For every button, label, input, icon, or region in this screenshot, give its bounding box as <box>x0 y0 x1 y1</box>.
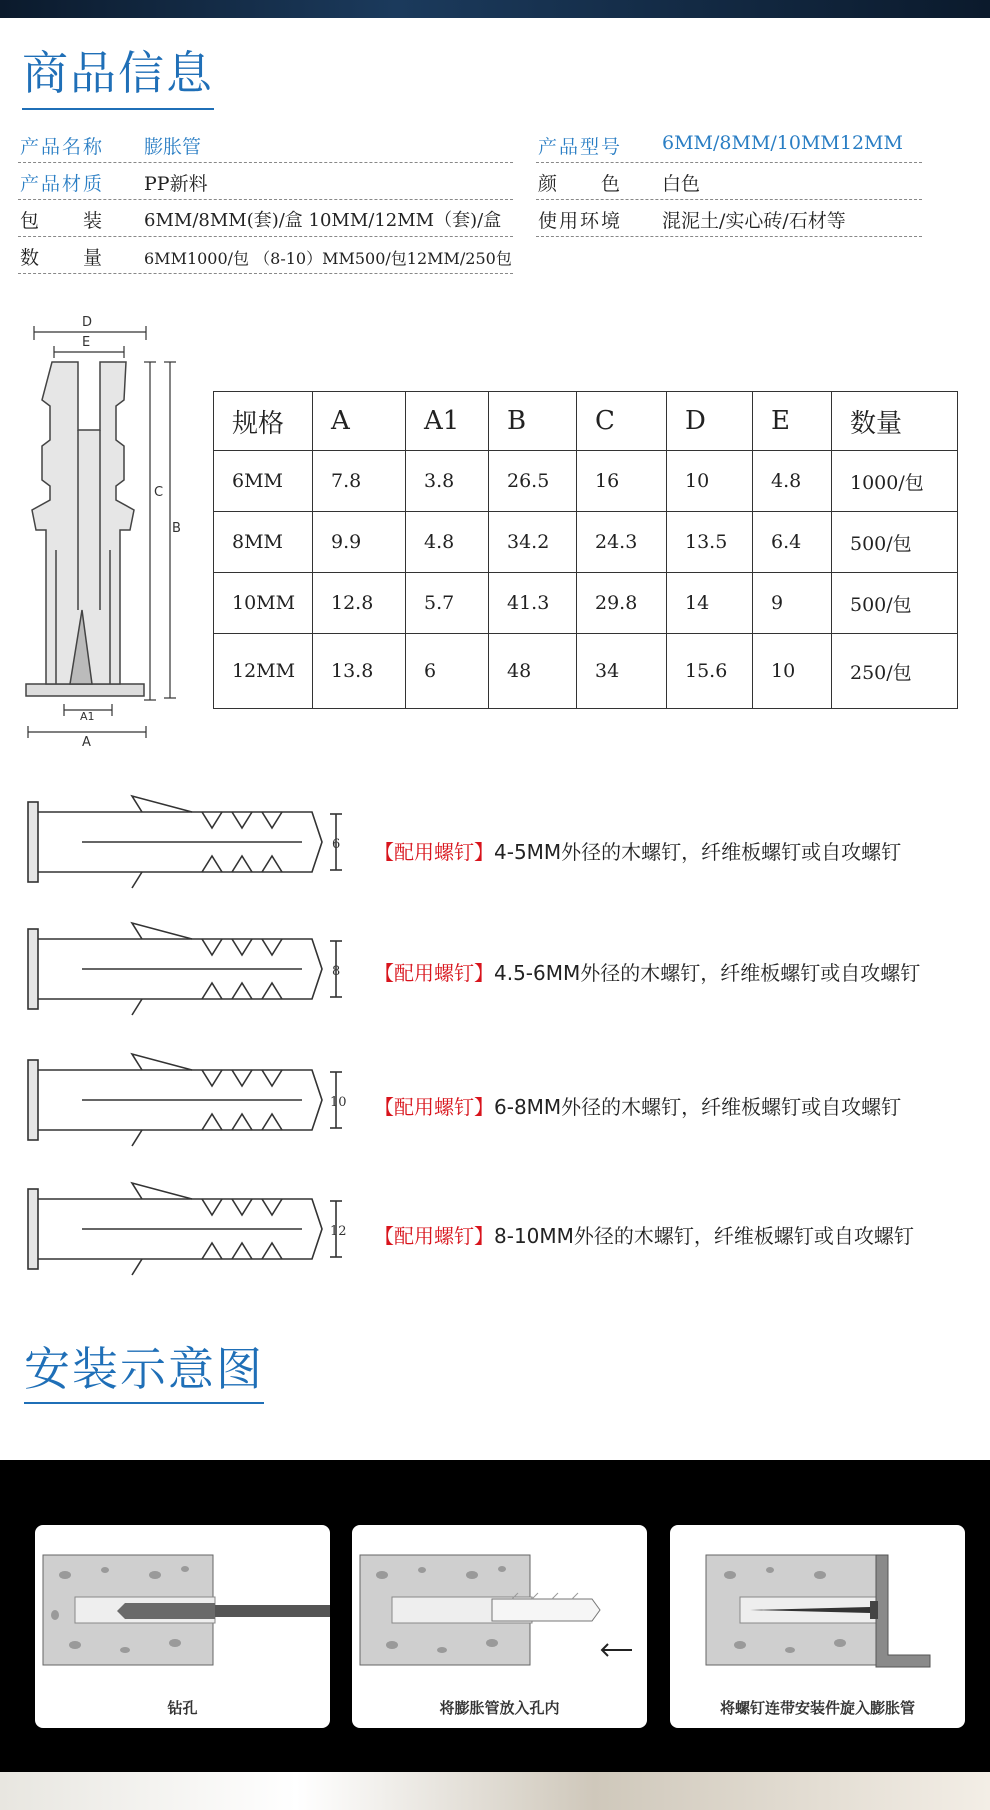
table-row <box>214 634 958 709</box>
screw-text: 4-5MM外径的木螺钉，纤维板螺钉或自攻螺钉 <box>494 840 902 864</box>
screw-description <box>374 1091 901 1120</box>
screw-text: 6-8MM外径的木螺钉，纤维板螺钉或自攻螺钉 <box>494 1095 902 1119</box>
table-cell: 24.3 <box>577 512 667 573</box>
table-cell: 1000/包 <box>832 451 958 512</box>
info-value: 6MM/8MM/10MM12MM <box>662 132 903 154</box>
dim-label-e: E <box>82 335 91 350</box>
table-cell: 250/包 <box>832 634 958 709</box>
table-cell: 10 <box>753 634 832 709</box>
step-caption: 将膨胀管放入孔内 <box>439 1699 560 1717</box>
table-header-cell: E <box>753 392 832 451</box>
dim-label-d: D <box>82 315 93 330</box>
table-cell: 7.8 <box>313 451 406 512</box>
screw-tag: 【配用螺钉】 <box>374 1095 494 1119</box>
info-value: 6MM1000/包 （8-10）MM500/包12MM/250包 <box>144 249 512 268</box>
table-cell: 26.5 <box>489 451 577 512</box>
table-cell: 10MM <box>214 573 313 634</box>
info-row <box>536 200 922 237</box>
table-header-cell: 数量 <box>832 392 958 451</box>
screw-size-label: 12 <box>330 1224 347 1239</box>
install-step-card <box>352 1525 647 1728</box>
step-caption: 钻孔 <box>167 1699 198 1717</box>
table-header-cell: 规格 <box>214 392 313 451</box>
table-cell: 8MM <box>214 512 313 573</box>
table-cell: 41.3 <box>489 573 577 634</box>
dim-label-c: C <box>154 485 164 500</box>
info-label: 产品型号 <box>538 136 623 158</box>
table-cell: 16 <box>577 451 667 512</box>
table-cell: 10 <box>667 451 753 512</box>
table-row <box>214 573 958 634</box>
screw-size-label: 8 <box>332 964 341 979</box>
screw-description <box>374 1220 914 1249</box>
info-row <box>536 163 922 200</box>
table-cell: 500/包 <box>832 573 958 634</box>
top-banner-strip <box>0 0 990 18</box>
screw-tag: 【配用螺钉】 <box>374 1224 494 1248</box>
info-row <box>536 126 922 163</box>
table-header-cell: D <box>667 392 753 451</box>
table-header-cell: B <box>489 392 577 451</box>
anchor-side-view-icon <box>22 788 352 898</box>
table-header-cell: C <box>577 392 667 451</box>
screw-text: 8-10MM外径的木螺钉，纤维板螺钉或自攻螺钉 <box>494 1224 914 1248</box>
insert-screw-illustration <box>670 1525 965 1685</box>
table-cell: 29.8 <box>577 573 667 634</box>
table-cell: 9.9 <box>313 512 406 573</box>
table-cell: 12MM <box>214 634 313 709</box>
table-cell: 3.8 <box>406 451 489 512</box>
table-cell: 6MM <box>214 451 313 512</box>
screw-size-label: 6 <box>332 837 341 852</box>
table-cell: 34 <box>577 634 667 709</box>
info-row <box>18 200 513 237</box>
table-cell: 4.8 <box>753 451 832 512</box>
table-row <box>214 451 958 512</box>
install-step-card <box>35 1525 330 1728</box>
info-label: 包 装 <box>20 210 105 232</box>
install-step-card <box>670 1525 965 1728</box>
info-row <box>18 237 513 274</box>
screw-description <box>374 957 920 986</box>
info-value: 混泥土/实心砖/石材等 <box>662 210 846 232</box>
screw-description <box>374 836 901 865</box>
step-caption: 将螺钉连带安装件旋入膨胀管 <box>719 1699 915 1717</box>
info-value: 膨胀管 <box>144 136 202 158</box>
table-cell: 14 <box>667 573 753 634</box>
info-value: 6MM/8MM(套)/盒 10MM/12MM（套)/盒 <box>144 210 502 231</box>
table-header-cell: A1 <box>406 392 489 451</box>
table-cell: 13.8 <box>313 634 406 709</box>
info-label: 颜 色 <box>538 173 623 195</box>
table-header-row <box>214 392 958 451</box>
screw-text: 4.5-6MM外径的木螺钉，纤维板螺钉或自攻螺钉 <box>494 961 921 985</box>
info-value: PP新料 <box>144 173 208 195</box>
info-label: 数 量 <box>20 247 105 269</box>
table-header-cell: A <box>313 392 406 451</box>
screw-tag: 【配用螺钉】 <box>374 961 494 985</box>
table-cell: 4.8 <box>406 512 489 573</box>
screw-row-10 <box>22 1046 982 1156</box>
table-cell: 6 <box>406 634 489 709</box>
table-cell: 500/包 <box>832 512 958 573</box>
dim-label-a: A <box>82 735 91 750</box>
anchor-dimension-diagram <box>20 310 200 750</box>
table-cell: 34.2 <box>489 512 577 573</box>
anchor-side-view-icon <box>22 1175 352 1285</box>
screw-row-8 <box>22 915 982 1025</box>
info-label: 产品名称 <box>20 136 105 158</box>
product-info-title: 商品信息 <box>22 50 214 96</box>
table-cell: 9 <box>753 573 832 634</box>
install-diagram-title: 安装示意图 <box>24 1346 264 1392</box>
info-value: 白色 <box>662 173 701 195</box>
anchor-side-view-icon <box>22 1046 352 1156</box>
bottom-photo-strip <box>0 1772 990 1810</box>
table-cell: 13.5 <box>667 512 753 573</box>
info-label: 使用环境 <box>538 210 623 232</box>
table-cell: 12.8 <box>313 573 406 634</box>
anchor-side-view-icon <box>22 915 352 1025</box>
screw-row-12 <box>22 1175 982 1285</box>
info-row <box>18 126 513 163</box>
insert-anchor-illustration <box>352 1525 647 1685</box>
table-cell: 6.4 <box>753 512 832 573</box>
table-cell: 15.6 <box>667 634 753 709</box>
drill-hole-illustration <box>35 1525 330 1685</box>
table-row <box>214 512 958 573</box>
screw-size-label: 10 <box>330 1095 347 1110</box>
spec-table <box>213 391 958 709</box>
info-row <box>18 163 513 200</box>
dim-label-b: B <box>172 521 181 536</box>
dim-label-a1: A1 <box>80 710 95 723</box>
screw-tag: 【配用螺钉】 <box>374 840 494 864</box>
screw-row-6 <box>22 788 982 898</box>
table-cell: 48 <box>489 634 577 709</box>
table-cell: 5.7 <box>406 573 489 634</box>
info-label: 产品材质 <box>20 173 105 195</box>
